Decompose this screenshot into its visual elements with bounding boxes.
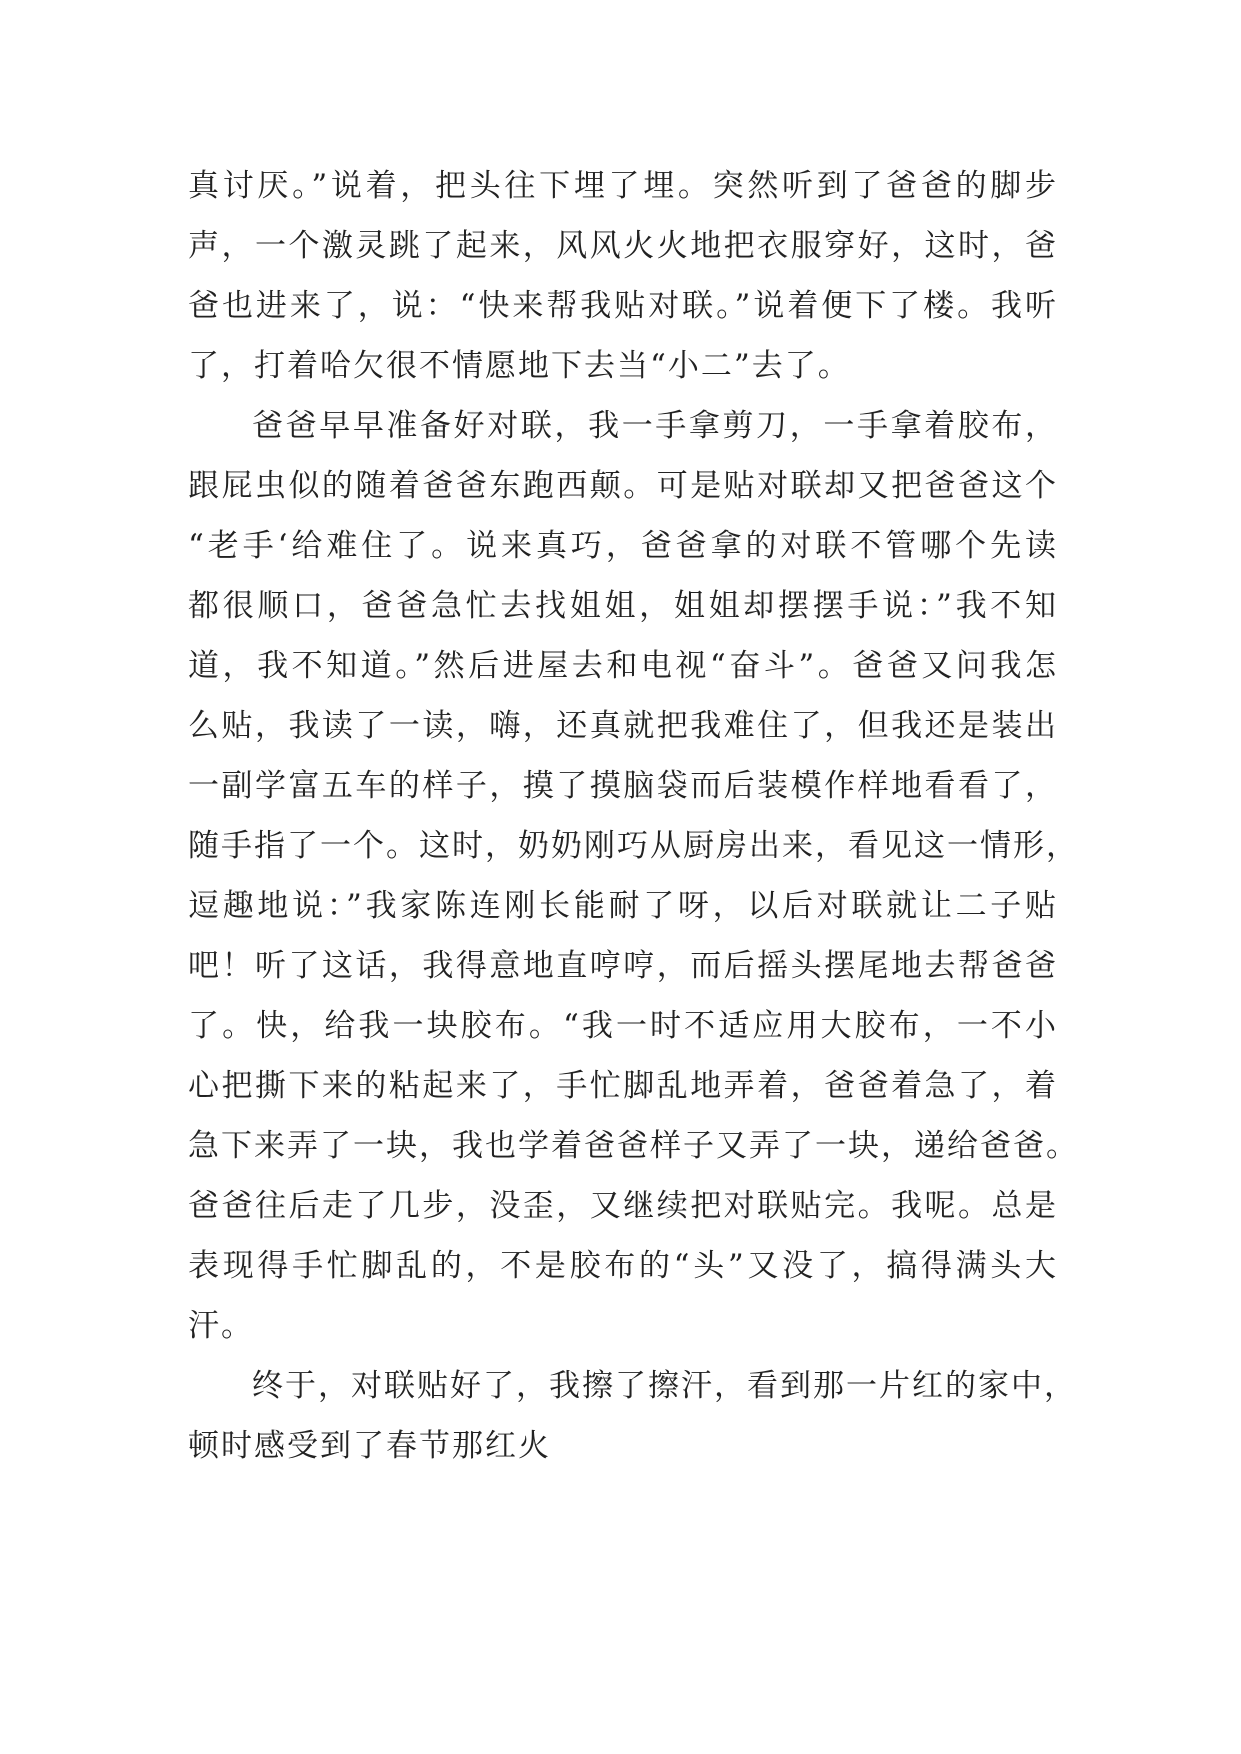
text-line: 真讨厌。”说着，把头往下埋了埋。突然听到了爸爸的脚步 — [188, 168, 1058, 204]
text-line: 了。快，给我一块胶布。“我一时不适应用大胶布，一不小 — [188, 1008, 1058, 1044]
text-line: 么贴，我读了一读，嗨，还真就把我难住了，但我还是装出 — [188, 708, 1058, 744]
text-line: 顿时感受到了春节那红火 — [188, 1428, 551, 1464]
paragraph-start-line: 爸爸早早准备好对联，我一手拿剪刀，一手拿着胶布， — [252, 408, 1058, 444]
text-line: 随手指了一个。这时，奶奶刚巧从厨房出来，看见这一情形， — [188, 828, 1079, 864]
text-line: 汗。 — [188, 1308, 254, 1344]
paragraph-start-line: 终于，对联贴好了，我擦了擦汗，看到那一片红的家中， — [252, 1368, 1077, 1404]
text-line: 表现得手忙脚乱的，不是胶布的“头”又没了，搞得满头大 — [188, 1248, 1058, 1284]
text-line: 爸也进来了，说：“快来帮我贴对联。”说着便下了楼。我听 — [188, 288, 1058, 324]
text-line: 都很顺口，爸爸急忙去找姐姐，姐姐却摆摆手说：”我不知 — [188, 588, 1058, 624]
text-line: 声，一个激灵跳了起来，风风火火地把衣服穿好，这时，爸 — [188, 228, 1058, 264]
text-line: 跟屁虫似的随着爸爸东跑西颠。可是贴对联却又把爸爸这个 — [188, 468, 1058, 504]
text-line: 了，打着哈欠很不情愿地下去当“小二”去了。 — [188, 348, 851, 384]
text-line: “老手‘给难住了。说来真巧，爸爸拿的对联不管哪个先读 — [188, 528, 1058, 564]
text-line: 逗趣地说：”我家陈连刚长能耐了呀，以后对联就让二子贴 — [188, 888, 1058, 924]
text-line: 爸爸往后走了几步，没歪，又继续把对联贴完。我呢。总是 — [188, 1188, 1058, 1224]
body-text — [188, 156, 1079, 1476]
text-line: 吧！听了这话，我得意地直哼哼，而后摇头摆尾地去帮爸爸 — [188, 948, 1058, 984]
text-line: 道，我不知道。”然后进屋去和电视“奋斗”。爸爸又问我怎 — [188, 648, 1058, 684]
text-line: 心把撕下来的粘起来了，手忙脚乱地弄着，爸爸着急了，着 — [188, 1068, 1058, 1104]
text-line: 一副学富五车的样子，摸了摸脑袋而后装模作样地看看了， — [188, 768, 1058, 804]
text-line: 急下来弄了一块，我也学着爸爸样子又弄了一块，递给爸爸。 — [188, 1128, 1079, 1164]
